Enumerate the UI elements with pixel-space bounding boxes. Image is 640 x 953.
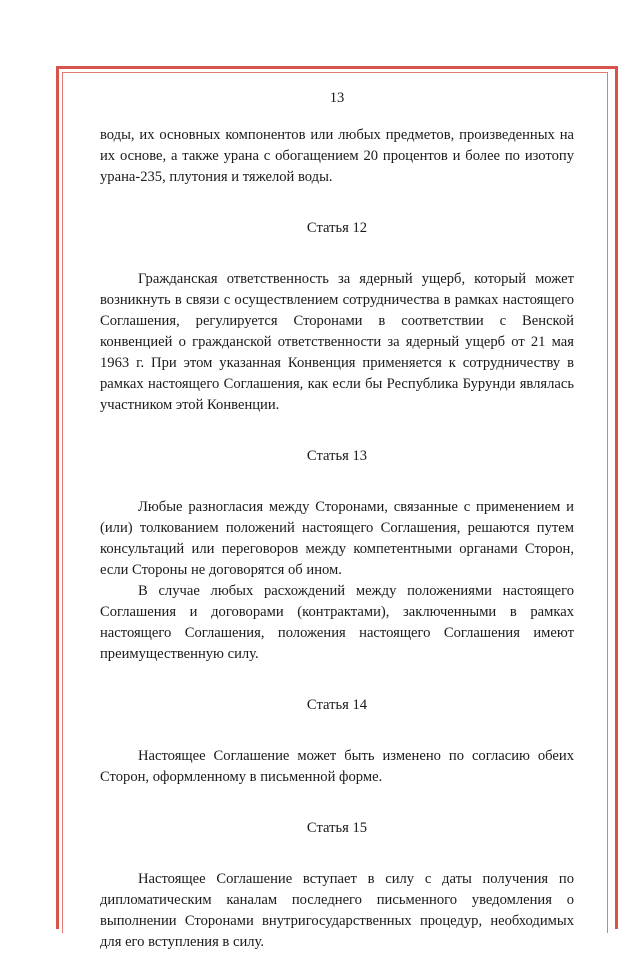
article-paragraph: Настоящее Соглашение может быть изменено по согласию обеих Сторон, оформленному в письменной форме. [100, 748, 574, 785]
article-title: Статья 13 [306, 448, 368, 464]
article-paragraph: В случае любых расхождений между положениями настоящего Соглашения и договорами (контрактами), заключенными в рамках настоящего Соглашения, положения настоящего Соглашения имеют преимущественную силу. [100, 583, 574, 662]
article-title: Статья 15 [306, 820, 368, 836]
article-15 [100, 818, 574, 953]
article-12 [100, 218, 574, 416]
document-body [100, 88, 574, 953]
page-number: 13 [329, 90, 345, 106]
article-title: Статья 14 [306, 697, 368, 713]
article-title: Статья 12 [306, 220, 368, 236]
article-14 [100, 695, 574, 788]
article-paragraph: Настоящее Соглашение вступает в силу с даты получения по дипломатическим каналам последнего письменного уведомления о выполнении Сторонами внутригосударственных процедур, необходимых для его вступления в силу. [100, 871, 574, 950]
article-13 [100, 446, 574, 665]
article-paragraph: Любые разногласия между Сторонами, связанные с применением и (или) толкованием положений настоящего Соглашения, решаются путем консультаций или переговоров между компетентными органами Сторон, если Стороны не договорятся об ином. [100, 499, 574, 578]
article-paragraph: Гражданская ответственность за ядерный ущерб, который может возникнуть в связи с осуществлением сотрудничества в рамках настоящего Соглашения, регулируется Сторонами в соответствии с Венской конвенцией о гражданской ответственности за ядерный ущерб от 21 мая 1963 г. При этом указанная Конвенция применяется к сотрудничеству в рамках настоящего Соглашения, как если бы Республика Бурунди являлась участником этой Конвенции. [100, 271, 574, 413]
intro-paragraph: воды, их основных компонентов или любых предметов, произведенных на их основе, а также урана с обогащением 20 процентов и более по изотопу урана-235, плутония и тяжелой воды. [100, 127, 574, 185]
